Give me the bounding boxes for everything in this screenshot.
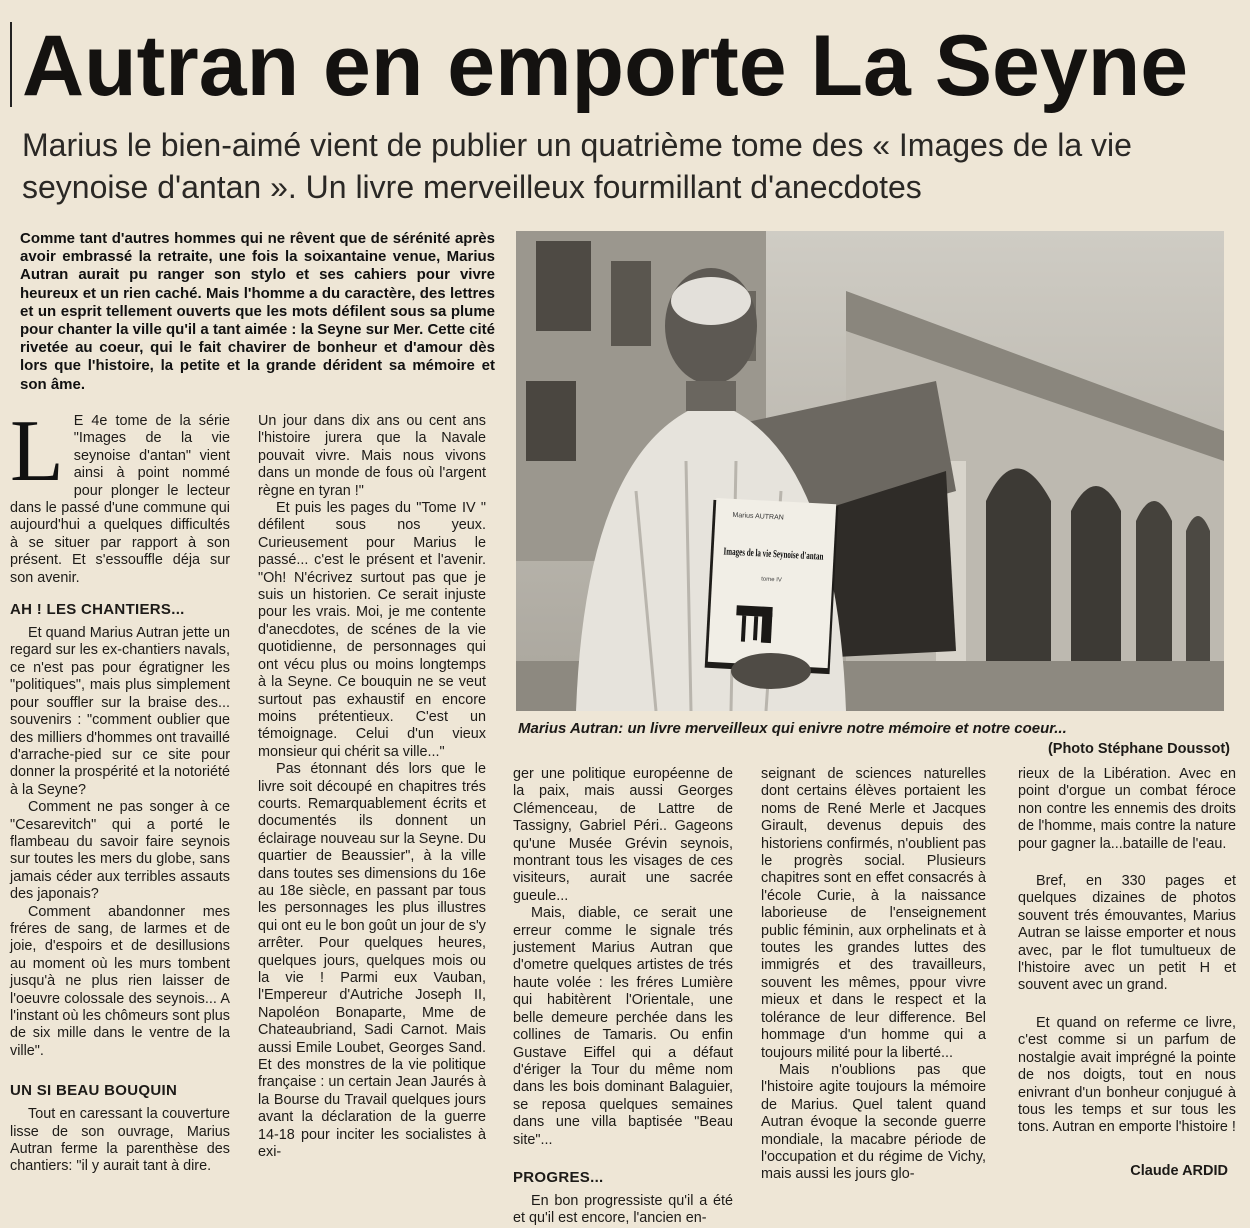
article-column-5 xyxy=(1018,766,1236,1137)
headline: Autran en emporte La Seyne xyxy=(22,18,1189,114)
paragraph: Comment abandonner mes fréres de sang, de larmes et de joie, d'espoirs et de desillusions au moment où les murs tombent jusqu'à ne plus rien laisser de l'oeuvre colossale des seynois... A l'instant où les chômeurs sont plus de six mille dans le ventre de la ville". xyxy=(10,903,230,1059)
article-photo xyxy=(516,231,1224,711)
paragraph: Mais n'oublions pas que l'histoire agite toujours la mémoire de Marius. Quel talent quand Autran évoque la seconde guerre mondiale, la macabre période de l'occupation et du régime de Vichy, mais aussi les jours glo- xyxy=(761,1061,986,1183)
article-column-3 xyxy=(513,766,733,1228)
book-volume: tome IV xyxy=(761,576,782,584)
paragraph: Et puis les pages du "Tome IV " défilent sous nos yeux. Curieusement pour Marius le passé... c'est le présent et l'avenir. "Oh! N'écrivez surtout pas que je suis un historien. Ce serait injuste pour les vrais. Moi, je me contente d'anecdotes, de scénes de la vie quotidienne, de personnages qui ont vécu plus ou moins longtemps à la Seyne. Ce bouquin ne se veut surtout pas exhaustif en encore moins prétentieux. C'est un témoignage. Celui d'un vieux monsieur qui chérit sa ville..." xyxy=(258,500,486,760)
paragraph: seignant de sciences naturelles dont certains élèves portaient les noms de René Merle et Jacques Girault, devenus depuis des historiens confirmés, n'oublient pas le progrès social. Plusieurs chapitres sont en effet consacrés à l'école Curie, à la naissance laborieuse de l'enseignement public féminin, aux orphelinats et à toutes les grandes luttes des immigrés et des travailleurs, souvent les mêmes, ppour vivre mieux et dans le respect et la tolérance de leur difference. Bel hommage d'un homme qui a toujours milité pour la liberté... xyxy=(761,766,986,1061)
paragraph: Un jour dans dix ans ou cent ans l'histoire jurera que la Navale pouvait vivre. Mais nous vivons dans un monde de fous où l'argent règne en tyran !" xyxy=(258,413,486,499)
subheadline: Marius le bien-aimé vient de publier un quatrième tome des « Images de la vie seynoise d'antan ». Un livre merveilleux fourmillant d'anecdotes xyxy=(22,127,1132,205)
lead-paragraph: Comme tant d'autres hommes qui ne rêvent que de sérénité après avoir embrassé la retraite, une fois la soixantaine venue, Marius Autran aurait pu ranger son stylo et ses cahiers pour vivre heureux et un rien caché. Mais l'homme a du caractère, des lettres et un esprit tellement ouverts que les mots défilent sous sa plume pour chanter la ville qu'il a tant aimée : la Seyne sur Mer. Cette cité rivetée au coeur, qui le fait chavirer de bonheur et d'amour dès lors que l'histoire, la petite et la grande dérident sa mémoire et son âme. xyxy=(20,230,495,393)
paragraph: Et quand Marius Autran jette un regard sur les ex-chantiers navals, ce n'est pas pour égratigner les "politiques", mais plus simplement pour souffler sur la braise des... souvenirs : "comment oublier que des milliers d'hommes ont travaillé d'arrache-pied sur ce site pour donner la prospérité et la notoriété à la Seyne? xyxy=(10,625,230,798)
section-heading-progres: PROGRES... xyxy=(513,1168,604,1186)
article-column-1 xyxy=(10,403,230,1176)
author-signature: Claude ARDID xyxy=(1130,1163,1228,1179)
photo-illustration xyxy=(516,231,1224,711)
paragraph: ger une politique européenne de la paix, mais aussi Georges Clémenceau, de Lattre de Tassigny, Gabriel Péri.. Gageons qu'une Musée Grévin seynois, montrant tous les visages de ces visiteurs, aurait une sacrée gueule... xyxy=(513,766,733,904)
intro-paragraph xyxy=(10,403,230,587)
paragraph: Bref, en 330 pages et quelques dizaines de photos souvent trés émouvantes, Marius Autran se laisse emporter et nous avec, par le flot tumultueux de l'histoire avec un petit H et souvent avec un grand. xyxy=(1018,873,1236,994)
book-cover xyxy=(705,498,874,674)
paragraph: Mais, diable, ce serait une erreur comme le signale trés justement Marius Autran que d'ometre quelques artistes de trés haute volée : les fréres Lumière qui habitèrent l'Orientale, une belle demeure perchée dans les collines de Tamaris. Ou enfin Gustave Eiffel qui a défaut d'ériger la Tour du même nom dans les bois dominant Balaguier, se reposa quelques semaines dans une villa baptisée "Beau site"... xyxy=(513,905,733,1148)
frame-rule xyxy=(10,22,12,107)
intro-text: E 4e tome de la série "Images de la vie seynoise d'antan" vient ainsi à point nommé pour plonger le lecteur dans le passé d'une commune qui aujourd'hui a quelques difficultés à se situer par rapport à son présent. Et s'essouffle déja sur son avenir. xyxy=(10,413,230,586)
paragraph: Comment ne pas songer à ce "Cesarevitch" qui a porté le flambeau du savoir faire seynois sur toutes les mers du globe, sans jamais céder aux terribles assauts des japonais? xyxy=(10,799,230,903)
drop-cap: L xyxy=(10,403,64,500)
paragraph: rieux de la Libération. Avec en point d'orgue un combat féroce non contre les ennemis des droits de l'homme, mais contre la nature pour gagner la...bataille de l'eau. xyxy=(1018,766,1236,852)
photo-caption: Marius Autran: un livre merveilleux qui enivre notre mémoire et notre coeur... xyxy=(518,720,1067,737)
article-column-4 xyxy=(761,766,986,1184)
article-column-2 xyxy=(258,413,486,1161)
photo-credit: (Photo Stéphane Doussot) xyxy=(1047,741,1230,757)
paragraph: Tout en caressant la couverture lisse de son ouvrage, Marius Autran ferme la parenthèse des chantiers: "il y aurait tant à dire. xyxy=(10,1106,230,1175)
paragraph: En bon progressiste qu'il a été et qu'il est encore, l'ancien en- xyxy=(513,1192,733,1227)
book-author: Marius AUTRAN xyxy=(732,511,784,522)
section-heading-bouquin: UN SI BEAU BOUQUIN xyxy=(10,1082,178,1100)
book-title: Images de la vie Seynoise d'antan xyxy=(723,546,874,566)
section-heading-chantiers: AH ! LES CHANTIERS... xyxy=(10,601,185,619)
paragraph: Et quand on referme ce livre, c'est comme si un parfum de nostalgie avait imprégné la pointe de nos doigts, tout en nous enivrant d'un bonheur conjugué à tous les temps et sur tous les tons. Autran en emporte l'histoire ! xyxy=(1018,1014,1236,1136)
paragraph: Pas étonnant dés lors que le livre soit découpé en chapitres trés courts. Remarquablement écrits et documentés ils donnent un éclairage nouveau sur la Seyne. Du quartier de Beaussier", à la ville dans toutes ses dimensions du 16e au 18e siècle, en passant par tous les personnages les plus illustres qui ont eu le bon goût un jour de s'y arrêter. Pour quelques heures, quelques jours, quelques mois ou la vie ! Parmi eux Vauban, l'Empereur d'Autriche Joseph II, Napoléon Bonaparte, Mme de Chateaubriand, Sadi Carnot. Mais aussi Emile Loubet, Georges Sand. Et des monstres de la vie politique française : un certain Jean Jaurés à la Bourse du Travail quelques jours avant la déclaration de la guerre 14-18 pour inciter les socialistes à exi- xyxy=(258,761,486,1161)
